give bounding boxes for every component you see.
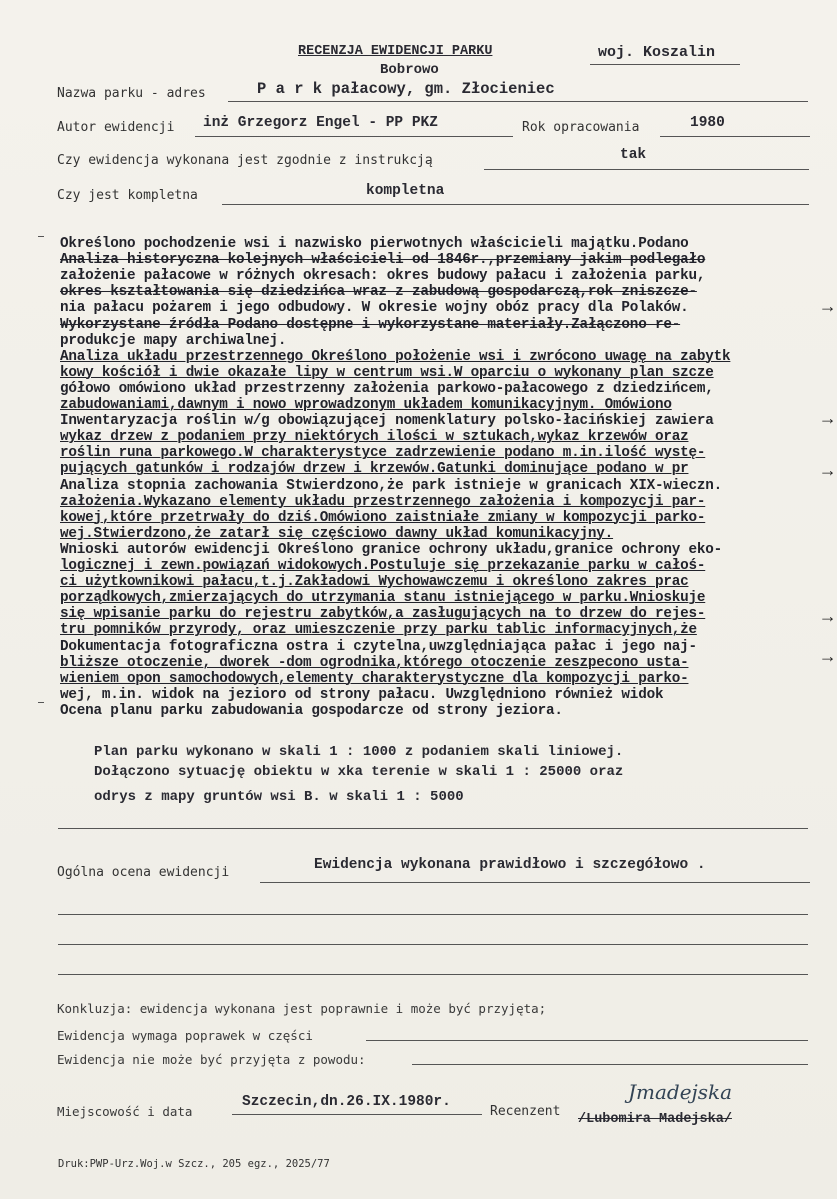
margin-arrow-4: → — [822, 608, 833, 628]
year-label: Rok opracowania — [522, 120, 640, 135]
instruction-rule — [484, 169, 809, 170]
place-date-rule — [232, 1114, 482, 1115]
complete-value: kompletna — [366, 183, 445, 199]
instruction-value: tak — [620, 147, 647, 163]
instruction-label: Czy ewidencja wykonana jest zgodnie z instrukcją — [57, 153, 433, 168]
body-line: Ocena planu parku zabudowania gospodarcze od strony jeziora. — [60, 702, 563, 719]
reviewer-name: /Lubomira Madejska/ — [578, 1112, 732, 1127]
margin-tick — [38, 236, 44, 237]
place-date-value: Szczecin,dn.26.IX.1980r. — [242, 1094, 451, 1110]
author-rule — [195, 136, 513, 137]
margin-arrow-5: → — [822, 648, 833, 668]
park-name-label: Nazwa parku - adres — [57, 86, 206, 101]
body-line: pujących gatunków i rodzajów drzew i krzewów.Gatunki dominujące podano w pr — [60, 461, 689, 478]
body-line: Analiza układu przestrzennego Określono położenie wsi i zwrócono uwagę na zabytk — [60, 348, 731, 365]
body-line: bliższe otoczenie, dworek -dom ogrodnika,którego otoczenie zeszpecono usta- — [60, 654, 689, 671]
park-name-rule — [228, 101, 808, 102]
conclusion-line-3: Ewidencja nie może być przyjęta z powodu: — [57, 1052, 366, 1067]
place-name: Bobrowo — [380, 62, 439, 78]
margin-arrow-2: → — [822, 410, 833, 430]
general-rule-4 — [58, 974, 808, 975]
conclusion-line-2: Ewidencja wymaga poprawek w części — [57, 1028, 313, 1043]
complete-rule — [222, 204, 809, 205]
margin-tick — [38, 702, 44, 703]
plan-line-3: odrys z mapy gruntów wsi B. w skali 1 : 5000 — [94, 789, 464, 805]
body-line: Dokumentacja fotograficzna ostra i czytelna,uwzględniająca pałac i jego naj- — [60, 638, 697, 655]
body-line: zabudowaniami,dawnym i nowo wprowadzonym układem komunikacyjnym. Omówiono — [60, 397, 672, 413]
author-label: Autor ewidencji — [57, 120, 175, 135]
margin-arrow-1: → — [822, 298, 833, 318]
conclusion-rule-2 — [366, 1040, 808, 1041]
conclusion-rule-3 — [412, 1064, 808, 1065]
body-line: Wykorzystane źródła Podano dostępne i wykorzystane materiały.Załączono re- — [60, 316, 681, 333]
reviewer-label: Recenzent — [490, 1104, 561, 1119]
body-line: Analiza historyczna kolejnych właścicieli od 1846r.,przemiany jakim podlegało — [60, 252, 706, 269]
body-line: się wpisanie parku do rejestru zabytków,a zasługujących na to drzew do rejes- — [60, 606, 706, 623]
complete-label: Czy jest kompletna — [57, 188, 198, 203]
plan-rule — [58, 828, 808, 829]
body-line: wieniem opon samochodowych,elementy charakterystyczne dla kompozycji parko- — [60, 670, 689, 687]
body-line: produkcje mapy archiwalnej. — [60, 332, 287, 349]
body-line: Analiza stopnia zachowania Stwierdzono,że park istnieje w granicach XIX-wieczn. — [60, 477, 722, 494]
body-line: gółowo omówiono układ przestrzenny założenia parkowo-pałacowego z dziedzińcem, — [60, 380, 714, 397]
body-line: ci użytkownikowi pałacu,t.j.Zakładowi Wychowawczemu i określono zakres prac — [60, 574, 689, 591]
region-rule — [590, 64, 740, 65]
body-line: Wnioski autorów ewidencji Określono granice ochrony układu,granice ochrony eko- — [60, 541, 722, 558]
year-rule — [660, 136, 810, 137]
general-label: Ogólna ocena ewidencji — [57, 865, 230, 880]
plan-line-1: Plan parku wykonano w skali 1 : 1000 z podaniem skali liniowej. — [94, 744, 624, 760]
region-label: woj. Koszalin — [598, 44, 716, 61]
body-line: kowej,które przetrwały do dziś.Omówiono zaistniałe zmiany w kompozycji parko- — [60, 509, 706, 526]
body-line: założenia.Wykazano elementy układu przestrzennego założenia i kompozycji par- — [60, 493, 706, 510]
body-line: roślin runa parkowego.W charakterystyce zadrzewienie podano m.in.ilość wystę- — [60, 445, 706, 462]
body-line: nia pałacu pożarem i jego odbudowy. W okresie wojny obóz pracy dla Polaków. — [60, 300, 689, 317]
body-line: wykaz drzew z podaniem przy niektórych ilości w sztukach,wykaz krzewów oraz — [60, 429, 689, 446]
body-line: okres kształtowania się dziedzińca wraz z zabudową gospodarczą,rok zniszcze- — [60, 284, 697, 301]
handwritten-signature: Jmadejska — [628, 1080, 733, 1104]
conclusion-line-1: Konkluzja: ewidencja wykonana jest poprawnie i może być przyjęta; — [57, 1001, 547, 1016]
place-date-label: Miejscowość i data — [57, 1104, 193, 1119]
body-line: kowy kościół i dwie okazałe lipy w centrum wsi.W oparciu o wykonany plan szcze — [60, 364, 714, 381]
body-line: wej.Stwierdzono,że zatarł się częściowo dawny układ komunikacyjny. — [60, 525, 614, 542]
margin-arrow-3: → — [822, 462, 833, 482]
general-value: Ewidencja wykonana prawidłowo i szczegółowo . — [314, 857, 706, 873]
body-line: tru pomników przyrody, oraz umieszczenie przy parku tablic informacyjnych,że — [60, 622, 697, 639]
general-rule — [260, 882, 810, 883]
body-line: Inwentaryzacja roślin w/g obowiązującej nomenklatury polsko-łacińskiej zawiera — [60, 413, 714, 430]
body-line: założenie pałacowe w różnych okresach: okres budowy pałacu i założenia parku, — [60, 268, 706, 285]
body-line: wej, m.in. widok na jezioro od strony pałacu. Uwzględniono również widok — [60, 686, 664, 703]
year-value: 1980 — [690, 115, 725, 131]
print-footer: Druk:PWP-Urz.Woj.w Szcz., 205 egz., 2025/77 — [58, 1158, 330, 1170]
body-line: Określono pochodzenie wsi i nazwisko pierwotnych właścicieli majątku.Podano — [60, 236, 689, 252]
park-name-value: P a r k pałacowy, gm. Złocieniec — [257, 80, 555, 98]
body-line: porządkowych,zmierzających do utrzymania stanu istniejącego w parku.Wnioskuje — [60, 590, 706, 607]
document-title: RECENZJA EWIDENCJI PARKU — [298, 44, 493, 59]
author-value: inż Grzegorz Engel - PP PKZ — [203, 115, 438, 131]
body-line: logicznej i zewn.powiązań widokowych.Postuluje się przekazanie parku w całoś- — [60, 558, 706, 574]
general-rule-2 — [58, 914, 808, 915]
general-rule-3 — [58, 944, 808, 945]
plan-line-2: Dołączono sytuację obiektu w xka terenie w skali 1 : 25000 oraz — [94, 764, 624, 780]
